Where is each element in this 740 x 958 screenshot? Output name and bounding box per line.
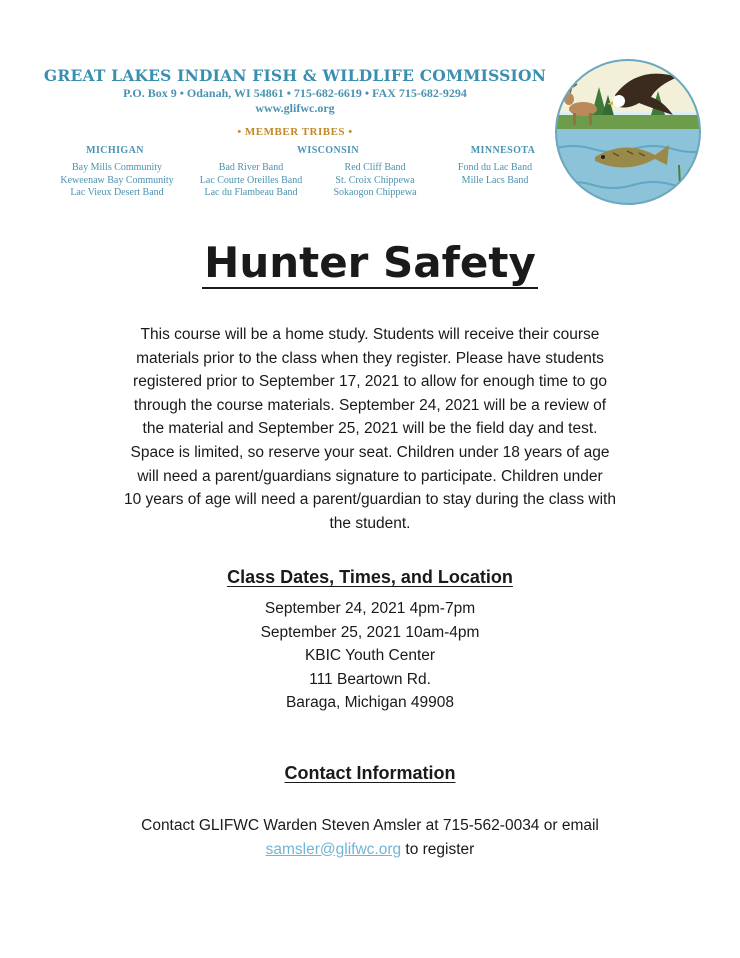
wildlife-seal-icon [553,57,703,207]
schedule-heading-text: Class Dates, Times, and Location [227,567,513,587]
tribe-list-wisconsin-1 [190,162,312,200]
org-address: P.O. Box 9 • Odanah, WI 54861 • 715-682-6619 • FAX 715-682-9294 [123,86,467,100]
state-label-minnesota: MINNESOTA [470,145,536,156]
schedule-line: KBIC Youth Center [304,647,436,664]
description-line: materials prior to the class when they register. Please have students [136,349,604,367]
org-name: GREAT LAKES INDIAN FISH & WILDLIFE COMMISSION [43,66,547,85]
description-line: 10 years of age will need a parent/guardian to stay during the class with [124,491,616,509]
tribe-name: Lac Vieux Desert Band [70,187,164,198]
member-tribes-label: • MEMBER TRIBES • [237,126,353,138]
description-line: the student. [329,514,411,532]
tribe-name: Keweenaw Bay Community [60,174,174,186]
org-website: www.glifwc.org [255,101,335,115]
tribe-name: Bay Mills Community [71,162,162,173]
description-line: This course will be a home study. Students will receive their course [140,326,600,343]
tribe-name: Fond du Lac Band [457,162,533,173]
letterhead [0,0,740,210]
schedule-line: September 25, 2021 10am-4pm [260,623,480,641]
description-line: through the course materials. September 24, 2021 will be a review of [133,396,607,414]
tribe-list-wisconsin-2 [320,162,430,200]
tribe-name: Bad River Band [218,162,284,173]
tribe-name: Lac du Flambeau Band [204,187,298,198]
description-line: Space is limited, so reserve your seat. Children under 18 years of age [130,443,610,461]
state-label-wisconsin: WISCONSIN [297,145,359,156]
tribe-name: Mille Lacs Band [461,174,529,186]
email-link[interactable]: samsler@glifwc.org [265,840,402,858]
schedule-details [0,597,740,715]
description-line: the material and September 25, 2021 will be the field day and test. [142,420,598,438]
page-title [0,238,740,287]
contact-line-1: Contact GLIFWC Warden Steven Amsler at 715-562-0034 or email [141,817,599,834]
tribe-list-michigan [48,162,186,200]
description-line: will need a parent/guardians signature to participate. Children under [137,467,603,485]
page-title-text: Hunter Safety [204,238,536,287]
tribe-name: Sokaogon Chippewa [333,187,417,198]
description-line: registered prior to September 17, 2021 to allow for enough time to go [133,373,607,391]
tribe-list-minnesota [440,162,550,187]
contact-details [0,814,740,861]
contact-line-2 [0,838,740,862]
contact-heading-text: Contact Information [284,763,456,783]
schedule-line: 111 Beartown Rd. [309,670,431,688]
schedule-heading [0,567,740,588]
contact-line-2-suffix: to register [401,840,475,858]
schedule-line: September 24, 2021 4pm-7pm [264,600,476,617]
tribe-name: Red Cliff Band [344,162,406,173]
contact-heading [0,763,740,784]
schedule-line: Baraga, Michigan 49908 [285,694,455,711]
state-label-michigan: MICHIGAN [86,145,144,156]
tribe-name: St. Croix Chippewa [335,174,415,186]
tribe-name: Lac Courte Oreilles Band [199,174,303,186]
course-description [82,323,658,535]
